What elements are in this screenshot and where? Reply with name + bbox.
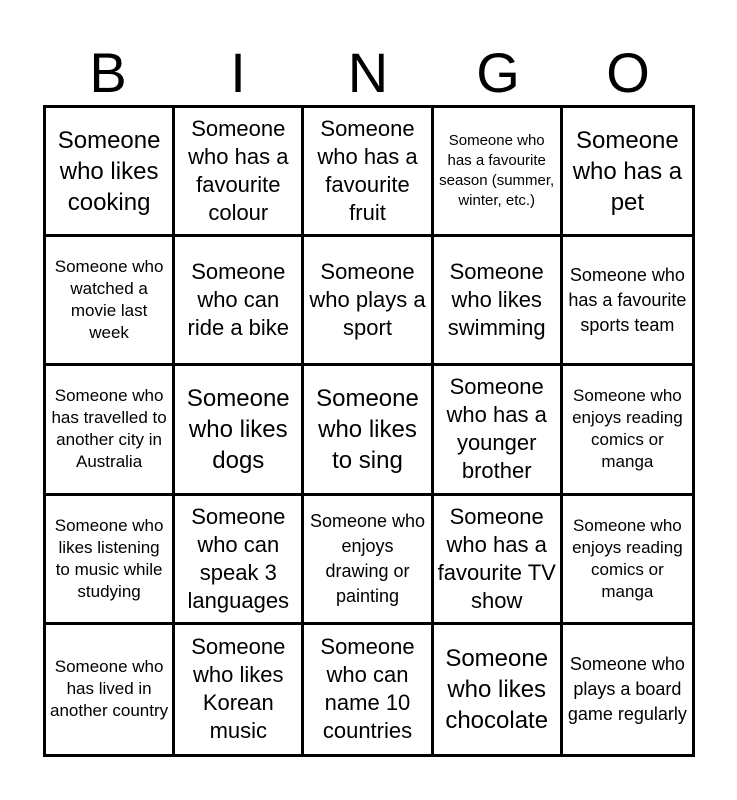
cell-text: Someone who can speak 3 languages xyxy=(187,503,290,613)
bingo-cell[interactable] xyxy=(175,625,304,754)
cell-text: Someone who plays a board game regularly xyxy=(567,653,687,724)
bingo-cell[interactable] xyxy=(175,237,304,366)
bingo-cell[interactable] xyxy=(304,496,433,625)
bingo-cell[interactable] xyxy=(563,108,692,237)
cell-text: Someone who likes chocolate xyxy=(445,644,549,734)
cell-text: Someone who likes Korean music xyxy=(191,634,286,744)
cell-text: Someone who likes cooking xyxy=(57,126,161,216)
bingo-cell[interactable] xyxy=(46,366,175,495)
bingo-cell[interactable] xyxy=(46,625,175,754)
bingo-cell[interactable] xyxy=(46,237,175,366)
bingo-cell[interactable] xyxy=(46,108,175,237)
bingo-cell[interactable] xyxy=(434,366,563,495)
bingo-title xyxy=(43,42,693,104)
cell-text: Someone who enjoys drawing or painting xyxy=(309,510,426,606)
bingo-cell[interactable] xyxy=(175,108,304,237)
bingo-cell[interactable] xyxy=(434,108,563,237)
bingo-cell[interactable] xyxy=(46,496,175,625)
cell-text: Someone who can name 10 countries xyxy=(320,634,415,744)
bingo-cell[interactable] xyxy=(304,108,433,237)
title-letter-g: G xyxy=(476,41,520,104)
bingo-cell[interactable] xyxy=(304,625,433,754)
cell-text: Someone who likes dogs xyxy=(186,384,290,474)
cell-text: Someone who likes listening to music while studying xyxy=(54,515,164,601)
cell-text: Someone who has lived in another country xyxy=(50,657,169,721)
bingo-cell[interactable] xyxy=(563,496,692,625)
bingo-cell[interactable] xyxy=(563,366,692,495)
cell-text: Someone who enjoys reading comics or manga xyxy=(572,386,683,472)
cell-text: Someone who can ride a bike xyxy=(187,259,290,341)
cell-text: Someone who watched a movie last week xyxy=(54,257,164,343)
title-letter-b: B xyxy=(89,41,127,104)
cell-text: Someone who has a pet xyxy=(572,126,683,216)
bingo-cell[interactable] xyxy=(434,237,563,366)
bingo-cell[interactable] xyxy=(434,496,563,625)
bingo-cell[interactable] xyxy=(434,625,563,754)
bingo-cell[interactable] xyxy=(563,625,692,754)
cell-text: Someone who has a favourite season (summer, winter, etc.) xyxy=(439,132,555,210)
title-letter-n: N xyxy=(347,41,389,104)
cell-text: Someone who enjoys reading comics or manga xyxy=(572,515,683,601)
bingo-cell[interactable] xyxy=(304,237,433,366)
cell-text: Someone who likes to sing xyxy=(316,384,419,474)
title-letter-i: I xyxy=(230,41,246,104)
cell-text: Someone who likes swimming xyxy=(447,259,546,341)
cell-text: Someone who has a younger brother xyxy=(446,374,547,484)
bingo-cell[interactable] xyxy=(175,366,304,495)
cell-text: Someone who has a favourite sports team xyxy=(568,264,687,335)
cell-text: Someone who has a favourite TV show xyxy=(437,503,556,613)
bingo-cell[interactable] xyxy=(175,496,304,625)
cell-text: Someone who has a favourite fruit xyxy=(317,116,418,226)
bingo-cell[interactable] xyxy=(304,366,433,495)
cell-text: Someone who plays a sport xyxy=(309,259,426,341)
cell-text: Someone who has travelled to another city in Australia xyxy=(51,386,167,472)
title-letter-o: O xyxy=(606,41,650,104)
bingo-cell[interactable] xyxy=(563,237,692,366)
bingo-board xyxy=(43,105,695,757)
cell-text: Someone who has a favourite colour xyxy=(188,116,289,226)
